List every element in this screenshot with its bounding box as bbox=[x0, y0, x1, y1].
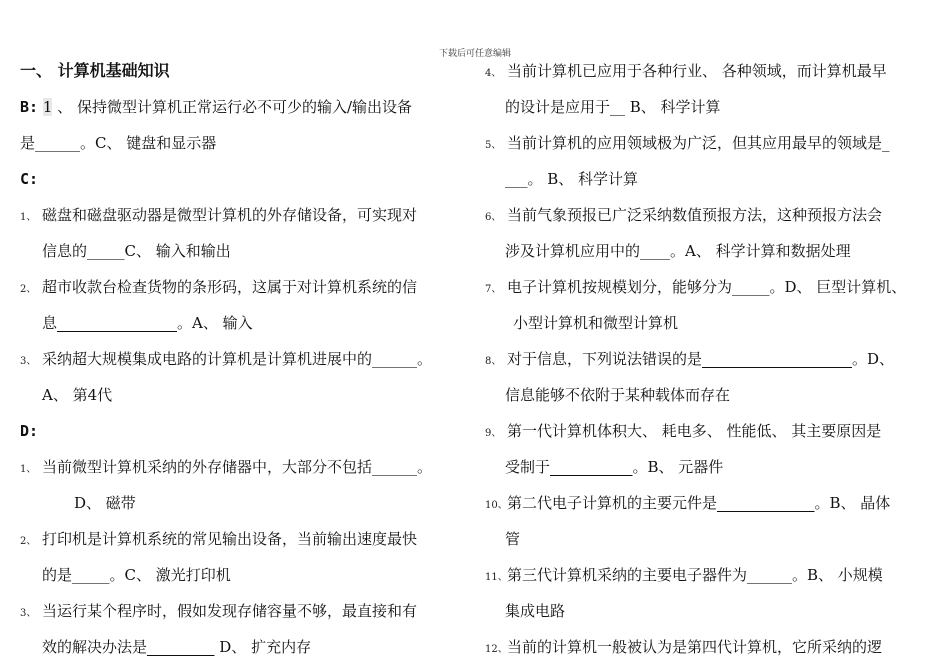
question-continuation: 信息的_____C、 输入和输出 bbox=[42, 242, 231, 260]
question-continuation: 涉及计算机应用中的____。A、 科学计算和数据处理 bbox=[505, 242, 851, 260]
answer-blank: ________________ bbox=[57, 314, 178, 332]
question-item bbox=[485, 58, 940, 94]
question-text: 当前的计算机一般被认为是第四代计算机，它所采纳的逻 bbox=[507, 638, 883, 656]
question-continuation: 受制于___________。B、 元器件 bbox=[505, 458, 724, 476]
question-continuation: ___。 B、 科学计算 bbox=[505, 170, 639, 188]
question-item: 10、第二代电子计算机的主要元件是_____________。B、 晶体 bbox=[485, 490, 940, 526]
question-item bbox=[485, 274, 940, 310]
question-item bbox=[20, 526, 475, 562]
header-note: 下载后可任意编辑 bbox=[438, 49, 511, 59]
question-continuation: D、 磁带 bbox=[74, 494, 136, 512]
question-text: 采纳超大规模集成电路的计算机是计算机进展中的______。 bbox=[42, 350, 433, 368]
question-number: 4、 bbox=[485, 68, 502, 79]
right-column bbox=[485, 58, 940, 670]
question-number: 6、 bbox=[485, 212, 502, 223]
question-number: 12、 bbox=[485, 644, 508, 655]
question-number: 1、 bbox=[20, 464, 37, 475]
question-item bbox=[20, 346, 475, 382]
question-text: 打印机是计算机系统的常见输出设备，当前输出速度最快 bbox=[42, 530, 418, 548]
question-text: 、 保持微型计算机正常运行必不可少的输入/输出设备 bbox=[57, 98, 412, 116]
question-number: 10、 bbox=[485, 500, 508, 511]
question-item bbox=[485, 418, 940, 454]
question-continuation: 集成电路 bbox=[505, 602, 566, 620]
question-item: 8、 对于信息，下列说法错误的是____________________。D、 bbox=[485, 346, 940, 382]
question-text: 当前计算机的应用领域极为广泛，但其应用最早的领域是_ bbox=[507, 134, 890, 152]
question-text: 当前计算机已应用于各种行业、 各种领域，而计算机最早 bbox=[507, 62, 887, 80]
question-continuation: 息________________。A、 输入 bbox=[42, 314, 253, 332]
answer-blank: ____________________ bbox=[702, 350, 853, 368]
question-item bbox=[485, 562, 940, 598]
question-number: 11、 bbox=[485, 572, 508, 583]
question-continuation: 的是_____。C、 激光打印机 bbox=[42, 566, 231, 584]
question-item bbox=[20, 598, 475, 634]
answer-line: 是______。C、 键盘和显示器 bbox=[20, 134, 217, 152]
question-item bbox=[485, 634, 940, 670]
category-d: D: bbox=[20, 422, 39, 440]
question-text: 当前气象预报已广泛采纳数值预报方法，这种预报方法会 bbox=[507, 206, 883, 224]
question-text: 第三代计算机采纳的主要电子器件为______。B、 小规模 bbox=[507, 566, 883, 584]
left-column bbox=[20, 58, 475, 670]
question-continuation: 效的解决办法是_________ D、 扩充内存 bbox=[42, 638, 312, 656]
category-label: B: bbox=[20, 98, 39, 116]
question-text: 磁盘和磁盘驱动器是微型计算机的外存储设备，可实现对 bbox=[42, 206, 418, 224]
question-text: 电子计算机按规模划分，能够分为_____。D、 巨型计算机、 bbox=[507, 278, 907, 296]
question-number: 2、 bbox=[20, 284, 37, 295]
question-continuation: 的设计是应用于__ B、 科学计算 bbox=[505, 98, 721, 116]
question-text: 超市收款台检查货物的条形码，这属于对计算机系统的信 bbox=[42, 278, 418, 296]
question-number: 2、 bbox=[20, 536, 37, 547]
question-continuation: A、 第4代 bbox=[42, 386, 113, 404]
question-item bbox=[485, 202, 940, 238]
question-item bbox=[20, 274, 475, 310]
question-number: 7、 bbox=[485, 284, 502, 295]
question-text: 当运行某个程序时，假如发现存储容量不够，最直接和有 bbox=[42, 602, 418, 620]
question-text: 当前微型计算机采纳的外存储器中，大部分不包括______。 bbox=[42, 458, 433, 476]
question-continuation: 管 bbox=[505, 530, 521, 548]
section-heading: 一、 计算机基础知识 bbox=[20, 61, 170, 80]
answer-blank: _________ bbox=[147, 638, 215, 656]
question-item bbox=[485, 130, 940, 166]
question-continuation: 信息能够不依附于某种载体而存在 bbox=[505, 386, 731, 404]
question-number: 3、 bbox=[20, 608, 37, 619]
question-text: 第一代计算机体积大、 耗电多、 性能低、 其主要原因是 bbox=[507, 422, 882, 440]
question-number: 1、 bbox=[20, 212, 37, 223]
answer-blank: ___________ bbox=[550, 458, 633, 476]
category-b-line bbox=[20, 94, 475, 130]
question-item bbox=[20, 202, 475, 238]
answer-blank: _____________ bbox=[717, 494, 815, 512]
category-c: C: bbox=[20, 170, 39, 188]
question-number: 9、 bbox=[485, 428, 502, 439]
question-number: 5、 bbox=[485, 140, 502, 151]
question-number: 3、 bbox=[20, 356, 37, 367]
question-number: 8、 bbox=[485, 356, 502, 367]
question-item bbox=[20, 454, 475, 490]
question-continuation: 小型计算机和微型计算机 bbox=[513, 314, 679, 332]
question-mark: 1 bbox=[42, 98, 53, 116]
